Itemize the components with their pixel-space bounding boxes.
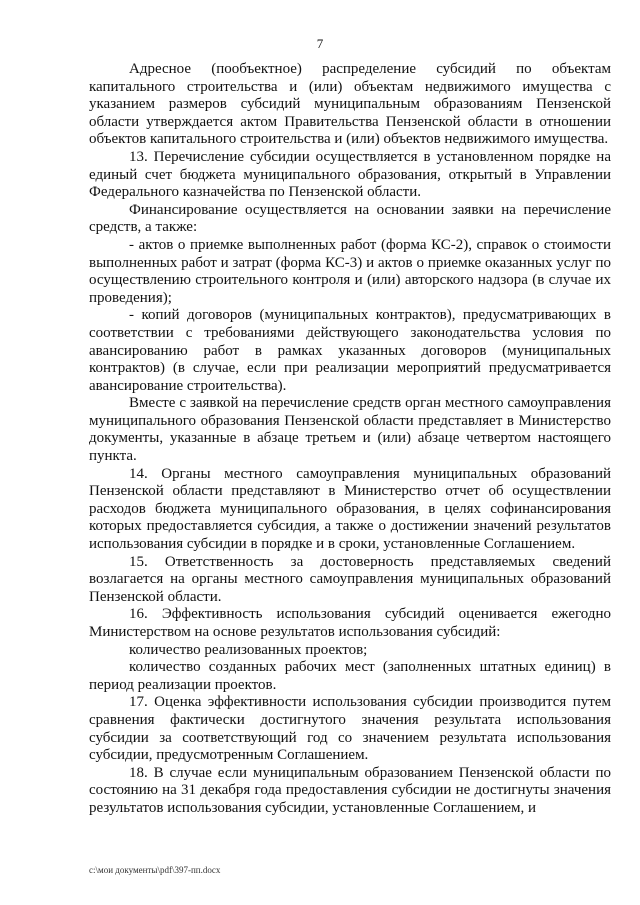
paragraph-14-report: 14. Органы местного самоуправления муниципальных образований Пензенской области представляют в Министерство отчет об осуществлении расходов бюджета муниципального образования, в целях софинансирования которых предоставляется субсидия, а также о достижении значений результатов использования субсидии в порядке и в сроки, установленные Соглашением. bbox=[89, 465, 611, 553]
document-body bbox=[89, 61, 611, 818]
paragraph-17-assessment: 17. Оценка эффективности использования субсидии производится путем сравнения фактически достигнутого значения результата использования субсидии за соответствующий год со значением результата использования субсидии, предусмотренным Соглашением. bbox=[89, 694, 611, 764]
paragraph-acts-list-item: - актов о приемке выполненных работ (форма КС-2), справок о стоимости выполненных работ и затрат (форма КС-3) и актов о приемке оказанных услуг по осуществлению строительного контроля и (или) авторского надзора (в случае их проведения); bbox=[89, 236, 611, 306]
paragraph-application-documents: Вместе с заявкой на перечисление средств орган местного самоуправления муниципального образования Пензенской области представляет в Министерство документы, указанные в абзаце третьем и (или) абзаце четвертом настоящего пункта. bbox=[89, 395, 611, 465]
paragraph-15-responsibility: 15. Ответственность за достоверность представляемых сведений возлагается на органы местного самоуправления муниципальных образований Пензенской области. bbox=[89, 553, 611, 605]
paragraph-13-transfer: 13. Перечисление субсидии осуществляется в установленном порядке на единый счет бюджета муниципального образования, открытый в Управлении Федерального казначейства по Пензенской области. bbox=[89, 148, 611, 201]
page-number: 7 bbox=[316, 36, 324, 51]
footer-file-path: c:\мои документы\pdf\397-пп.docx bbox=[89, 865, 221, 875]
paragraph-indicator-jobs: количество созданных рабочих мест (заполненных штатных единиц) в период реализации проектов. bbox=[89, 659, 611, 693]
paragraph-contracts-list-item: - копий договоров (муниципальных контрактов), предусматривающих в соответствии с требованиями действующего законодательства условия по авансированию работ в рамках указанных договоров (муниципальных контрактов) (в случае, если при реализации мероприятий предусматривается авансирование строительства). bbox=[89, 307, 611, 394]
paragraph-16-efficiency: 16. Эффективность использования субсидий оценивается ежегодно Министерством на основе результатов использования субсидий: bbox=[89, 606, 611, 640]
paragraph-indicator-projects: количество реализованных проектов; bbox=[129, 641, 368, 658]
paragraph-18-non-achievement: 18. В случае если муниципальным образованием Пензенской области по состоянию на 31 декабря года предоставления субсидии не достигнуты значения результатов использования субсидии, установленные Соглашением, и bbox=[89, 764, 611, 816]
paragraph-financing-basis: Финансирование осуществляется на основании заявки на перечисление средств, а также: bbox=[89, 201, 611, 236]
paragraph-address-distribution: Адресное (пообъектное) распределение субсидий по объектам капитального строительства и (или) объектам недвижимого имущества с указанием размеров субсидий муниципальным образованиям Пензенской области утверждается актом Правительства Пензенской области в отношении объектов капитального строительства и (или) объектов недвижимого имущества. bbox=[89, 61, 611, 148]
